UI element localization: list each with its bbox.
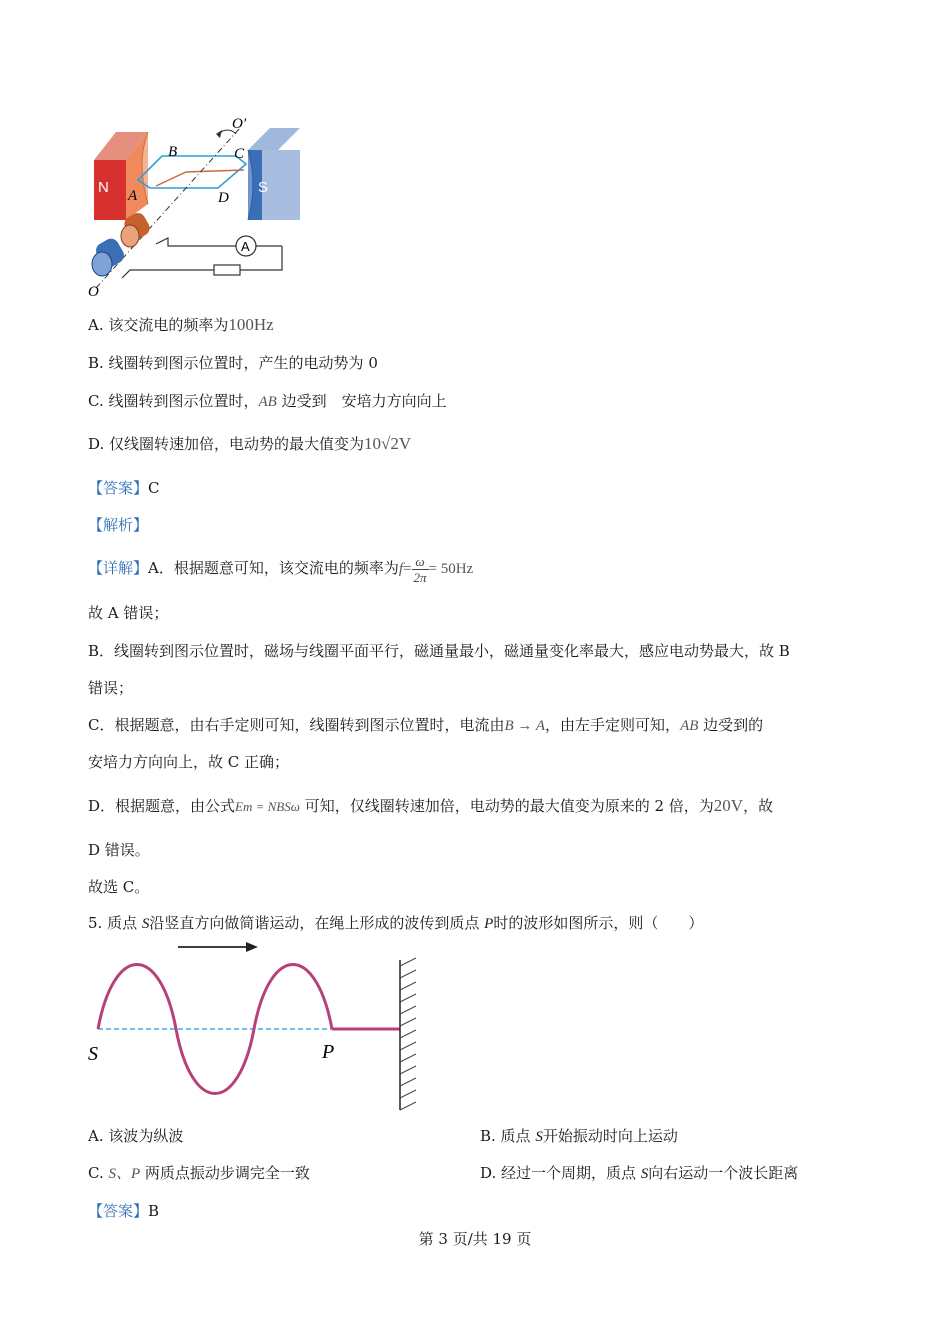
circuit-wire bbox=[156, 238, 236, 246]
q4-option-d: D. 仅线圈转速加倍，电动势的最大值变为10√2V bbox=[88, 434, 412, 453]
label-o-top: O' bbox=[232, 116, 247, 132]
resistor bbox=[214, 265, 240, 275]
q4-detail-b-line1: B．线圈转到图示位置时，磁场与线圈平面平行，磁通量最小，磁通量变化率最大，感应电动势最大，故 B bbox=[88, 642, 790, 660]
q4-option-b: B. 线圈转到图示位置时，产生的电动势为 0 bbox=[88, 354, 378, 372]
q4-detail-d-line2: D 错误。 bbox=[88, 841, 150, 859]
q4-answer: 【答案】C bbox=[88, 479, 160, 497]
q4-detail-c-line1: C．根据题意，由右手定则可知，线圈转到图示位置时，电流由B → A，由左手定则可知，AB 边受到的 bbox=[88, 716, 764, 734]
q4-option-c: C. 线圈转到图示位置时，AB 边受到 安培力方向向上 bbox=[88, 392, 447, 410]
q5-option-b: B. 质点 S开始振动时向上运动 bbox=[480, 1127, 678, 1145]
north-magnet bbox=[94, 132, 148, 220]
q5-stem: 5. 质点 S沿竖直方向做简谐运动，在绳上形成的波传到质点 P时的波形如图所示，则（ ） bbox=[88, 914, 704, 932]
wave-figure bbox=[80, 938, 425, 1116]
q5-option-a: A. 该波为纵波 bbox=[88, 1127, 184, 1145]
south-magnet bbox=[248, 128, 300, 220]
page-footer: 第 3 页/共 19 页 bbox=[418, 1230, 532, 1248]
label-s: S bbox=[258, 179, 269, 196]
wall-hatch bbox=[400, 958, 416, 1110]
q4-option-a: A. 该交流电的频率为100Hz bbox=[88, 315, 274, 334]
wave-label-s: S bbox=[88, 1043, 98, 1065]
q4-detail-d-line1: D．根据题意，由公式Em = NBSω 可知，仅线圈转速加倍，电动势的最大值变为原来的 2 倍，为20V，故 bbox=[88, 796, 774, 815]
label-ammeter: A bbox=[241, 239, 250, 254]
label-d: D bbox=[218, 190, 229, 206]
frequency-fraction: $\frac{\omega}{2\pi}$ bbox=[413, 553, 427, 585]
label-c: C bbox=[234, 146, 245, 162]
generator-figure bbox=[86, 112, 308, 300]
q5-answer: 【答案】B bbox=[88, 1202, 160, 1220]
q5-option-d: D. 经过一个周期，质点 S向右运动一个波长距离 bbox=[480, 1164, 799, 1182]
q4-detail-b-line2: 错误； bbox=[88, 679, 134, 697]
wave-label-p: P bbox=[322, 1041, 335, 1063]
label-a: A bbox=[128, 188, 138, 204]
q5-option-c: C. S、P 两质点振动步调完全一致 bbox=[88, 1164, 310, 1182]
q4-analysis-tag: 【解析】 bbox=[88, 516, 149, 534]
q4-detail-c-line2: 安培力方向向上，故 C 正确； bbox=[88, 753, 290, 771]
q4-choose: 故选 C。 bbox=[88, 878, 150, 896]
label-b: B bbox=[168, 144, 178, 160]
label-n: N bbox=[98, 179, 109, 196]
q4-detail-a: 【详解】A．根据题意可知，该交流电的频率为f= $\frac{\omega}{2\pi}$ = 50Hz bbox=[88, 553, 474, 585]
q4-detail-a-wrong: 故 A 错误； bbox=[88, 604, 169, 622]
label-o-bottom: O bbox=[88, 284, 99, 300]
